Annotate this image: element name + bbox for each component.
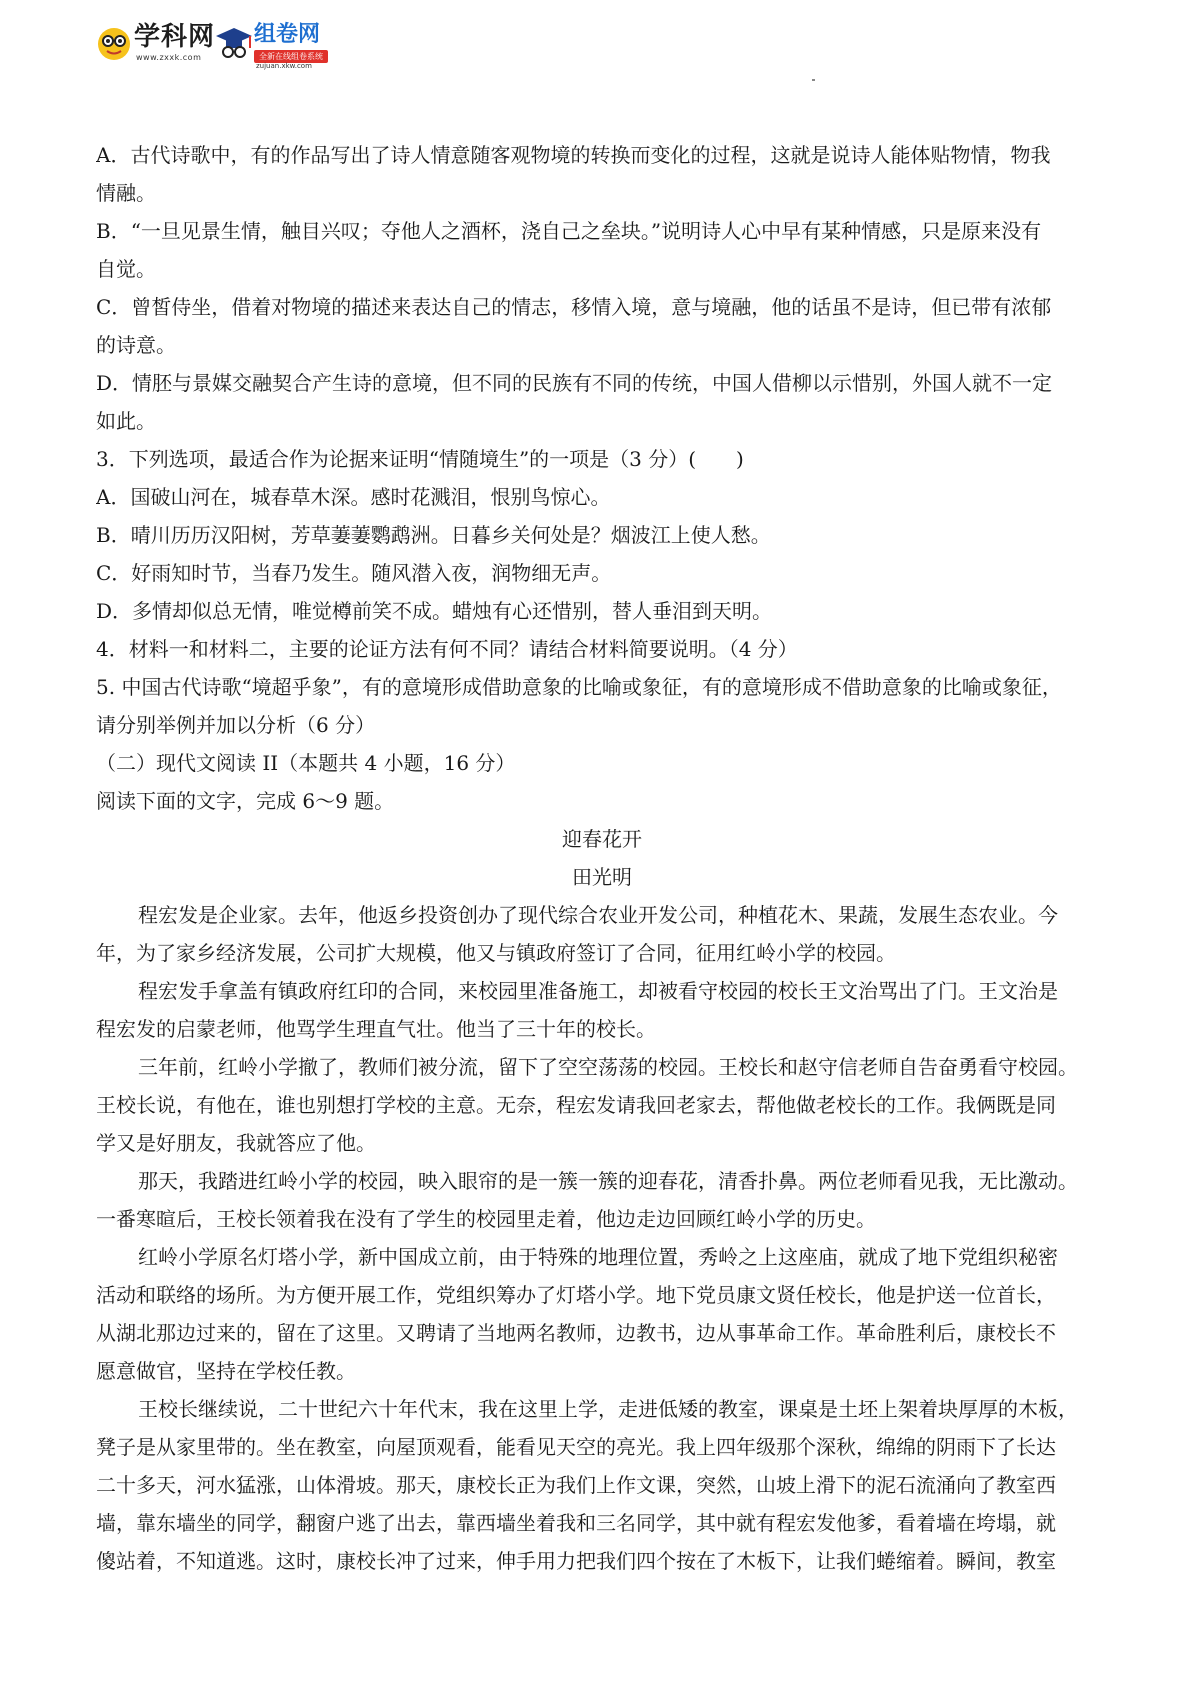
q2-option-line: C．曾皙侍坐，借着对物境的描述来表达自己的情志，移情入境，意与境融，他的话虽不是诗，但已带有浓郁	[96, 295, 1052, 319]
story-line: 红岭小学原名灯塔小学，新中国成立前，由于特殊的地理位置，秀岭之上这座庙，就成了地下党组织秘密	[138, 1245, 1058, 1269]
story-line: 愿意做官，坚持在学校任教。	[96, 1359, 356, 1383]
q3-option-b: B．晴川历历汉阳树，芳草萋萋鹦鹉洲。日暮乡关何处是？烟波江上使人愁。	[96, 523, 771, 547]
q3-option-c: C．好雨知时节，当春乃发生。随风潜入夜，润物细无声。	[96, 561, 612, 585]
logo-sub-text: 组卷网	[254, 22, 321, 47]
q2-option-line: D．情胚与景媒交融契合产生诗的意境，但不同的民族有不同的传统，中国人借柳以示惜别，外国人就不一定	[96, 371, 1053, 395]
story-line: 墙，靠东墙坐的同学，翻窗户逃了出去，靠西墙坐着我和三名同学，其中就有程宏发他爹，看着墙在垮塌，就	[96, 1511, 1056, 1535]
story-line: 三年前，红岭小学撤了，教师们被分流，留下了空空荡荡的校园。王校长和赵守信老师自告奋勇看守校园。	[138, 1055, 1078, 1079]
story-line: 学又是好朋友，我就答应了他。	[96, 1131, 376, 1155]
speck-mark	[812, 79, 815, 81]
story-line: 程宏发是企业家。去年，他返乡投资创办了现代综合农业开发公司，种植花木、果蔬，发展生态农业。今	[138, 903, 1058, 927]
logo-sub-badge: 全新在线组卷系统	[254, 50, 328, 63]
story-line: 凳子是从家里带的。坐在教室，向屋顶观看，能看见天空的亮光。我上四年级那个深秋，绵绵的阴雨下了长达	[96, 1435, 1056, 1459]
story-line: 王校长继续说，二十世纪六十年代末，我在这里上学，走进低矮的教室，课桌是土坯上架着块厚厚的木板，	[138, 1397, 1078, 1421]
q2-option-line: 如此。	[96, 409, 156, 433]
q5-stem-line: 5. 中国古代诗歌“境超乎象”，有的意境形成借助意象的比喻或象征，有的意境形成不借助意象的比喻或象征，	[96, 675, 1062, 699]
q3-option-d: D．多情却似总无情，唯觉樽前笑不成。蜡烛有心还惜别，替人垂泪到天明。	[96, 599, 773, 623]
story-text	[96, 896, 1108, 1580]
q4-stem: 4．材料一和材料二，主要的论证方法有何不同？请结合材料简要说明。（4 分）	[96, 637, 798, 661]
story-line: 程宏发手拿盖有镇政府红印的合同，来校园里准备施工，却被看守校园的校长王文治骂出了门。王文治是	[138, 979, 1058, 1003]
q2-option-line: 情融。	[96, 181, 156, 205]
story-line: 年，为了家乡经济发展，公司扩大规模，他又与镇政府签订了合同，征用红岭小学的校园。	[96, 941, 896, 965]
q2-option-line: B．“一旦见景生情，触目兴叹；夺他人之酒杯，浇自己之垒块。”说明诗人心中早有某种情感，只是原来没有	[96, 219, 1042, 243]
document-body	[96, 136, 1108, 1580]
story-title: 迎春花开	[562, 827, 642, 851]
story-line: 王校长说，有他在，谁也别想打学校的主意。无奈，程宏发请我回老家去，帮他做老校长的工作。我俩既是同	[96, 1093, 1056, 1117]
logo-main-text: 学科网	[134, 22, 216, 52]
story-line: 二十多天，河水猛涨，山体滑坡。那天，康校长正为我们上作文课，突然，山坡上滑下的泥石流涌向了教室西	[96, 1473, 1056, 1497]
logo-main-url: www.zxxk.com	[136, 53, 202, 62]
q3-stem: 3．下列选项，最适合作为论据来证明“情随境生”的一项是（3 分）( )	[96, 447, 744, 471]
story-line: 程宏发的启蒙老师，他骂学生理直气壮。他当了三十年的校长。	[96, 1017, 656, 1041]
q2-option-line: 自觉。	[96, 257, 156, 281]
story-line: 从湖北那边过来的，留在了这里。又聘请了当地两名教师，边教书，边从事革命工作。革命胜利后，康校长不	[96, 1321, 1056, 1345]
q2-option-line: 的诗意。	[96, 333, 176, 357]
story-line: 那天，我踏进红岭小学的校园，映入眼帘的是一簇一簇的迎春花，清香扑鼻。两位老师看见我，无比激动。	[138, 1169, 1078, 1193]
header-logo	[96, 20, 396, 70]
story-line: 一番寒暄后，王校长领着我在没有了学生的校园里走着，他边走边回顾红岭小学的历史。	[96, 1207, 876, 1231]
story-author: 田光明	[572, 865, 632, 889]
q5-stem-line: 请分别举例并加以分析（6 分）	[96, 713, 376, 737]
section-heading: （二）现代文阅读 II（本题共 4 小题，16 分）	[96, 751, 516, 775]
q2-option-line: A．古代诗歌中，有的作品写出了诗人情意随客观物境的转换而变化的过程，这就是说诗人能体贴物情，物我	[96, 143, 1051, 167]
logo-face-icon	[96, 26, 132, 62]
story-line: 活动和联络的场所。为方便开展工作，党组织筹办了灯塔小学。地下党员康文贤任校长，他是护送一位首长，	[96, 1283, 1056, 1307]
q3-option-a: A．国破山河在，城春草木深。感时花溅泪，恨别鸟惊心。	[96, 485, 611, 509]
section-instruction: 阅读下面的文字，完成 6～9 题。	[96, 789, 395, 813]
logo-hat-icon	[214, 22, 254, 62]
logo-sub-url: zujuan.xkw.com	[256, 62, 312, 70]
story-line: 傻站着，不知道逃。这时，康校长冲了过来，伸手用力把我们四个按在了木板下，让我们蜷缩着。瞬间，教室	[96, 1549, 1056, 1573]
